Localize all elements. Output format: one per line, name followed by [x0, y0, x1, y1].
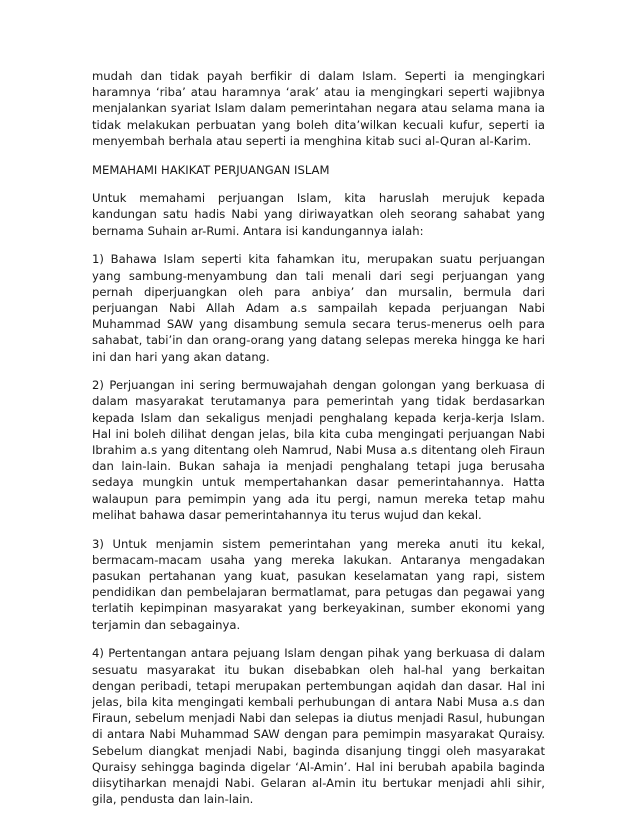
paragraph-point-2: 2) Perjuangan ini sering bermuwajahah dengan golongan yang berkuasa di dalam masyarakat terutamanya para pemerintah yang tidak berdasarkan kepada Islam dan sekaligus menjadi penghalang kepada kerja-kerja Islam. Hal ini boleh dilihat dengan jelas, bila kita cuba mengingati perjuangan Nabi Ibrahim a.s yang ditentang oleh Namrud, Nabi Musa a.s ditentang oleh Firaun dan lain-lain. Bukan sahaja ia menjadi penghalang tetapi juga berusaha sedaya mungkin untuk mempertahankan dasar pemerintahannya. Hatta walaupun para pemimpin yang ada itu pergi, namun mereka tetap mahu melihat bahawa dasar pemerintahannya itu terus wujud dan kekal. — [92, 378, 545, 522]
paragraph-point-1: 1) Bahawa Islam seperti kita fahamkan itu, merupakan suatu perjuangan yang sambung-menyambung dan tali menali dari segi perjuangan yang pernah diperjuangkan oleh para anbiya’ dan mursalin, bermula dari perjuangan Nabi Allah Adam a.s sampailah kepada perjuangan Nabi Muhammad SAW yang disambung semula secara terus-menerus oelh para sahabat, tabi’in dan orang-orang yang datang selepas mereka hingga ke hari ini dan hari yang akan datang. — [92, 252, 545, 364]
paragraph-hadith-intro: Untuk memahami perjuangan Islam, kita haruslah merujuk kepada kandungan satu hadis Nabi yang diriwayatkan oleh seorang sahabat yang bernama Suhain ar-Rumi. Antara isi kandungannya ialah: — [92, 191, 545, 238]
paragraph-point-4: 4) Pertentangan antara pejuang Islam dengan pihak yang berkuasa di dalam sesuatu masyarakat itu bukan disebabkan oleh hal-hal yang berkaitan dengan peribadi, tetapi merupakan pertembungan aqidah dan dasar. Hal ini jelas, bila kita mengingati kembali perhubungan di antara Nabi Musa a.s dan Firaun, sebelum menjadi Nabi dan selepas ia diutus menjadi Rasul, hubungan di antara Nabi Muhammad SAW dengan para pemimpin masyarakat Quraisy. Sebelum diangkat menjadi Nabi, baginda disanjung tinggi oleh masyarakat Quraisy sehingga baginda digelar ‘Al-Amin’. Hal ini berubah apabila baginda diisytiharkan menajdi Nabi. Gelaran al-Amin itu bertukar menjadi ahli sihir, gila, pendusta dan lain-lain. — [92, 646, 545, 807]
document-page — [92, 68, 545, 807]
paragraph-point-3: 3) Untuk menjamin sistem pemerintahan yang mereka anuti itu kekal, bermacam-macam usaha yang mereka lakukan. Antaranya mengadakan pasukan pertahanan yang kuat, pasukan keselamatan yang rapi, sistem pendidikan dan pembelajaran bermatlamat, para petugas dan pegawai yang terlatih kepimpinan masyarakat yang berkeyakinan, sumber ekonomi yang terjamin dan sebagainya. — [92, 536, 545, 632]
section-heading: MEMAHAMI HAKIKAT PERJUANGAN ISLAM — [92, 162, 330, 177]
paragraph-intro: mudah dan tidak payah berfikir di dalam Islam. Seperti ia mengingkari haramnya ‘riba’ atau haramnya ‘arak’ atau ia mengingkari seperti wajibnya menjalankan syariat Islam dalam pemerintahan negara atau selama mana ia tidak melakukan perbuatan yang boleh dita’wilkan kecuali kufur, seperti ia menyembah berhala atau seperti ia menghina kitab suci al-Quran al-Karim. — [92, 69, 545, 148]
